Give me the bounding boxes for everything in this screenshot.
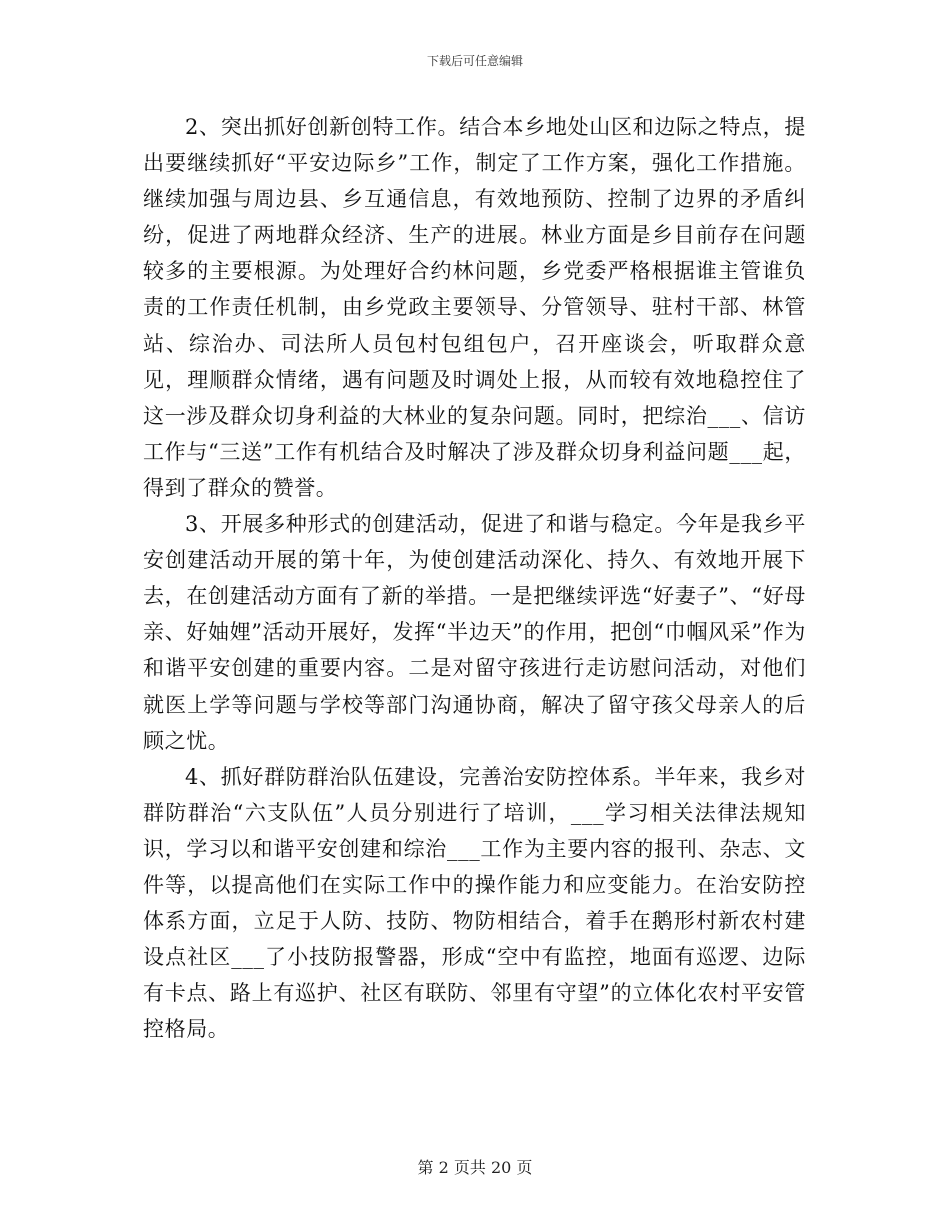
paragraph-3: 3、开展多种形式的创建活动，促进了和谐与稳定。今年是我乡平安创建活动开展的第十年，为使创建活动深化、持久、有效地开展下去，在创建活动方面有了新的举措。一是把继续评选“好妻子”、“好母亲、好妯娌”活动开展好，发挥“半边天”的作用，把创“巾帼风采”作为和谐平安创建的重要内容。二是对留守孩进行走访慰问活动，对他们就医上学等问题与学校等部门沟通协商，解决了留守孩父母亲人的后顾之忧。 bbox=[143, 512, 806, 753]
paragraph-4: 4、抓好群防群治队伍建设，完善治安防控体系。半年来，我乡对群防群治“六支队伍”人员分别进行了培训，___学习相关法律法规知识，学习以和谐平安创建和综治___工作为主要内容的报刊、杂志、文件等，以提高他们在实际工作中的操作能力和应变能力。在治安防控体系方面，立足于人防、技防、物防相结合，着手在鹅形村新农村建设点社区___了小技防报警器，形成“空中有监控，地面有巡逻、边际有卡点、路上有巡护、社区有联防、邻里有守望”的立体化农村平安管控格局。 bbox=[143, 764, 806, 1042]
page-footer: 第 2 页共 20 页 bbox=[417, 1158, 533, 1177]
document-body bbox=[143, 109, 806, 1047]
page-header: 下载后可任意编辑 bbox=[426, 54, 523, 68]
paragraph-2: 2、突出抓好创新创特工作。结合本乡地处山区和边际之特点，提出要继续抓好“平安边际乡”工作，制定了工作方案，强化工作措施。继续加强与周边县、乡互通信息，有效地预防、控制了边界的矛盾纠纷，促进了两地群众经济、生产的进展。林业方面是乡目前存在问题较多的主要根源。为处理好合约林问题，乡党委严格根据谁主管谁负责的工作责任机制，由乡党政主要领导、分管领导、驻村干部、林管站、综治办、司法所人员包村包组包户，召开座谈会，听取群众意见，理顺群众情绪，遇有问题及时调处上报，从而较有效地稳控住了这一涉及群众切身利益的大林业的复杂问题。同时，把综治___、信访工作与“三送”工作有机结合及时解决了涉及群众切身利益问题___起，得到了群众的赞誉。 bbox=[143, 115, 806, 500]
